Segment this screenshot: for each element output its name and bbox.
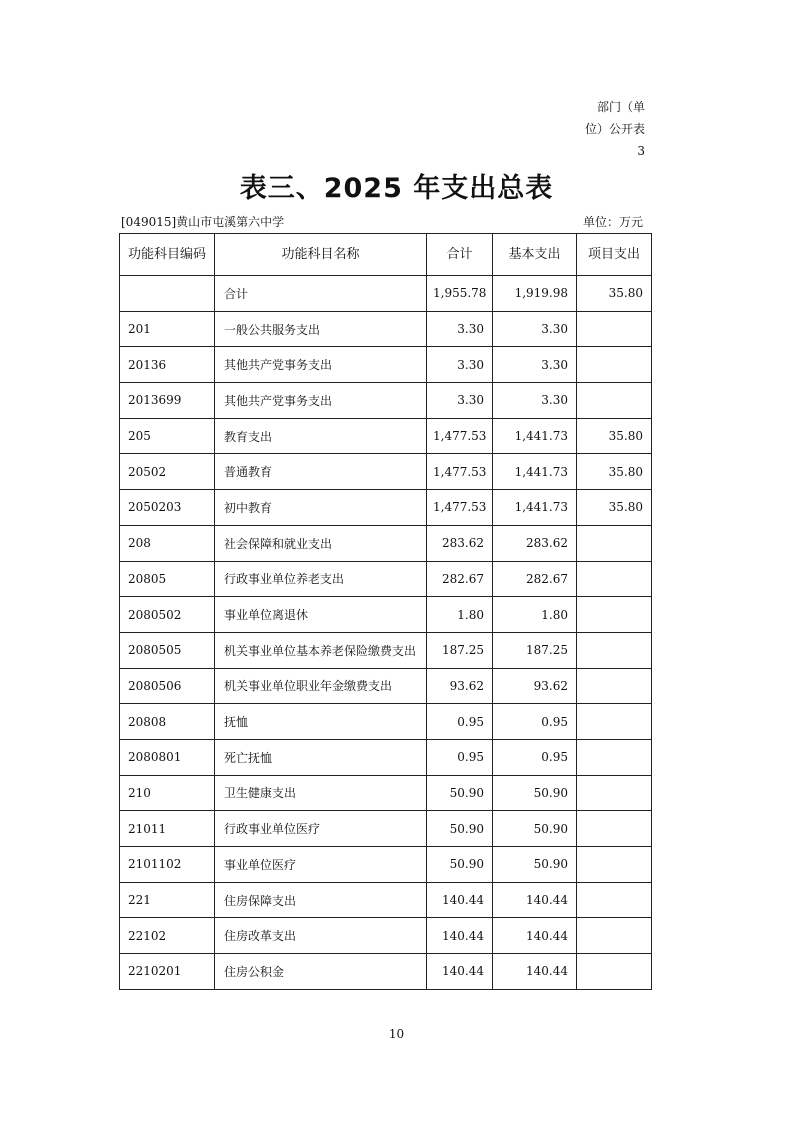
- cell-project: 35.80: [577, 490, 652, 526]
- cell-code: 210: [120, 775, 215, 811]
- cell-project: [577, 847, 652, 883]
- table-row: [120, 454, 652, 490]
- cell-code: [120, 276, 215, 312]
- table-header: [120, 234, 652, 276]
- cell-name: 抚恤: [215, 704, 427, 740]
- unit-label: 单位：万元: [582, 215, 643, 229]
- table-row: [120, 490, 652, 526]
- cell-project: [577, 704, 652, 740]
- cell-total: 187.25: [427, 632, 493, 668]
- cell-code: 2101102: [120, 847, 215, 883]
- cell-code: 20805: [120, 561, 215, 597]
- cell-basic: 50.90: [493, 775, 577, 811]
- header-row: [120, 234, 652, 276]
- cell-project: [577, 775, 652, 811]
- page-number: 10: [388, 1027, 405, 1041]
- cell-basic: 282.67: [493, 561, 577, 597]
- cell-code: 221: [120, 882, 215, 918]
- cell-code: 22102: [120, 918, 215, 954]
- cell-code: 20136: [120, 347, 215, 383]
- corner-note-line-2: 位）公开表: [584, 122, 645, 136]
- cell-name: 教育支出: [215, 418, 427, 454]
- cell-basic: 140.44: [493, 882, 577, 918]
- cell-basic: 3.30: [493, 383, 577, 419]
- cell-code: 2080505: [120, 632, 215, 668]
- cell-name: 社会保障和就业支出: [215, 525, 427, 561]
- cell-project: 35.80: [577, 454, 652, 490]
- cell-basic: 283.62: [493, 525, 577, 561]
- table-body: [120, 276, 652, 990]
- cell-name: 事业单位离退休: [215, 597, 427, 633]
- cell-project: [577, 347, 652, 383]
- cell-project: [577, 561, 652, 597]
- cell-total: 1,477.53: [427, 418, 493, 454]
- cell-code: 2080502: [120, 597, 215, 633]
- cell-project: 35.80: [577, 418, 652, 454]
- cell-name: 卫生健康支出: [215, 775, 427, 811]
- cell-code: 208: [120, 525, 215, 561]
- table-row: [120, 739, 652, 775]
- cell-total: 1,477.53: [427, 454, 493, 490]
- cell-project: [577, 597, 652, 633]
- cell-basic: 93.62: [493, 668, 577, 704]
- cell-basic: 0.95: [493, 704, 577, 740]
- cell-basic: 50.90: [493, 811, 577, 847]
- cell-total: 0.95: [427, 739, 493, 775]
- cell-name: 住房保障支出: [215, 882, 427, 918]
- cell-total: 0.95: [427, 704, 493, 740]
- cell-total: 50.90: [427, 811, 493, 847]
- cell-code: 21011: [120, 811, 215, 847]
- header-total: 合计: [427, 234, 493, 276]
- cell-total: 3.30: [427, 383, 493, 419]
- table-row: [120, 775, 652, 811]
- cell-basic: 3.30: [493, 311, 577, 347]
- cell-total: 1.80: [427, 597, 493, 633]
- table-row: [120, 954, 652, 990]
- cell-name: 行政事业单位养老支出: [215, 561, 427, 597]
- cell-name: 死亡抚恤: [215, 739, 427, 775]
- cell-total: 282.67: [427, 561, 493, 597]
- cell-name: 住房公积金: [215, 954, 427, 990]
- cell-basic: 140.44: [493, 918, 577, 954]
- cell-name: 其他共产党事务支出: [215, 383, 427, 419]
- cell-project: [577, 311, 652, 347]
- cell-basic: 1,441.73: [493, 490, 577, 526]
- expense-table: [119, 233, 652, 990]
- table-row: [120, 811, 652, 847]
- cell-name: 合计: [215, 276, 427, 312]
- cell-code: 2210201: [120, 954, 215, 990]
- table-row: [120, 597, 652, 633]
- cell-name: 普通教育: [215, 454, 427, 490]
- cell-name: 机关事业单位职业年金缴费支出: [215, 668, 427, 704]
- header-name: 功能科目名称: [215, 234, 427, 276]
- table-row: [120, 525, 652, 561]
- cell-total: 283.62: [427, 525, 493, 561]
- cell-code: 20808: [120, 704, 215, 740]
- table-row: [120, 668, 652, 704]
- cell-basic: 3.30: [493, 347, 577, 383]
- cell-total: 140.44: [427, 882, 493, 918]
- cell-total: 1,955.78: [427, 276, 493, 312]
- cell-name: 机关事业单位基本养老保险缴费支出: [215, 632, 427, 668]
- cell-name: 其他共产党事务支出: [215, 347, 427, 383]
- cell-project: [577, 632, 652, 668]
- table-row: [120, 561, 652, 597]
- corner-note: [565, 96, 645, 162]
- cell-total: 50.90: [427, 847, 493, 883]
- cell-basic: 50.90: [493, 847, 577, 883]
- cell-project: [577, 525, 652, 561]
- table-row: [120, 882, 652, 918]
- cell-basic: 0.95: [493, 739, 577, 775]
- cell-total: 3.30: [427, 311, 493, 347]
- cell-project: [577, 954, 652, 990]
- corner-note-line-3: 3: [637, 144, 645, 158]
- header-basic: 基本支出: [493, 234, 577, 276]
- cell-basic: 1,919.98: [493, 276, 577, 312]
- cell-basic: 187.25: [493, 632, 577, 668]
- cell-code: 2080801: [120, 739, 215, 775]
- cell-total: 93.62: [427, 668, 493, 704]
- cell-code: 2080506: [120, 668, 215, 704]
- cell-code: 205: [120, 418, 215, 454]
- cell-code: 201: [120, 311, 215, 347]
- cell-name: 一般公共服务支出: [215, 311, 427, 347]
- cell-total: 140.44: [427, 918, 493, 954]
- page-title: 表三、2025 年支出总表: [239, 173, 554, 204]
- header-code: 功能科目编码: [120, 234, 215, 276]
- header-project: 项目支出: [577, 234, 652, 276]
- cell-name: 事业单位医疗: [215, 847, 427, 883]
- table-row: [120, 847, 652, 883]
- cell-basic: 1,441.73: [493, 418, 577, 454]
- table-row: [120, 632, 652, 668]
- cell-project: 35.80: [577, 276, 652, 312]
- cell-code: 2050203: [120, 490, 215, 526]
- cell-total: 140.44: [427, 954, 493, 990]
- cell-name: 住房改革支出: [215, 918, 427, 954]
- cell-code: 20502: [120, 454, 215, 490]
- cell-project: [577, 739, 652, 775]
- table-row: [120, 311, 652, 347]
- cell-basic: 140.44: [493, 954, 577, 990]
- table-row: [120, 347, 652, 383]
- cell-basic: 1,441.73: [493, 454, 577, 490]
- cell-code: 2013699: [120, 383, 215, 419]
- corner-note-line-1: 部门（单: [596, 100, 645, 114]
- table-row: [120, 704, 652, 740]
- cell-total: 1,477.53: [427, 490, 493, 526]
- cell-name: 初中教育: [215, 490, 427, 526]
- unit-name: [049015]黄山市屯溪第六中学: [121, 215, 285, 229]
- cell-project: [577, 383, 652, 419]
- cell-project: [577, 668, 652, 704]
- cell-total: 3.30: [427, 347, 493, 383]
- cell-project: [577, 882, 652, 918]
- table-row: [120, 276, 652, 312]
- cell-project: [577, 918, 652, 954]
- cell-total: 50.90: [427, 775, 493, 811]
- table-row: [120, 918, 652, 954]
- cell-project: [577, 811, 652, 847]
- cell-name: 行政事业单位医疗: [215, 811, 427, 847]
- table-row: [120, 418, 652, 454]
- cell-basic: 1.80: [493, 597, 577, 633]
- table-row: [120, 383, 652, 419]
